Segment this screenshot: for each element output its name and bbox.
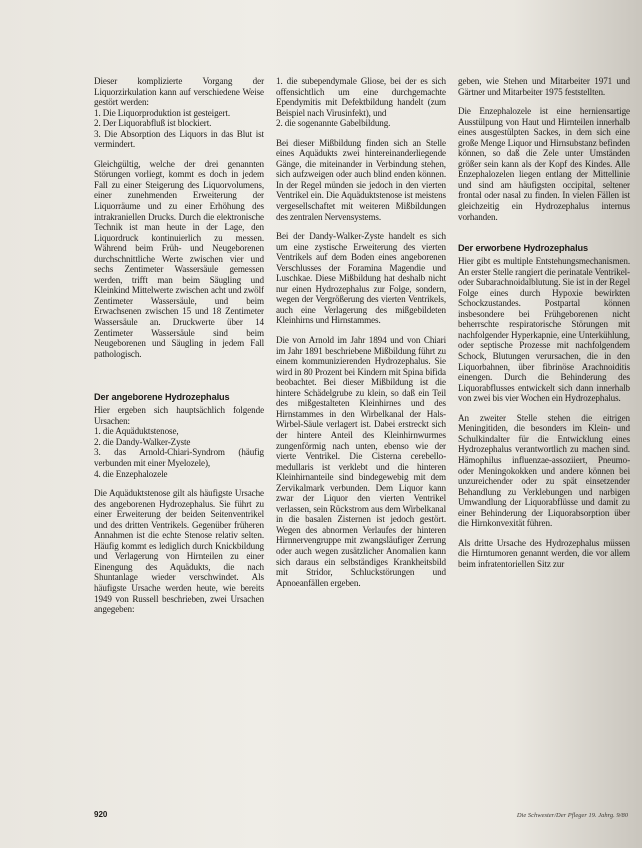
- list-item: 3. Die Absorption des Liquors in das Blut ist vermindert.: [94, 128, 264, 150]
- section-heading-congenital: Der angeborene Hydrozephalus: [94, 392, 230, 403]
- paragraph-continued: geben, wie Stehen und Mitarbeiter 1971 und Gärtner und Mitarbeiter 1975 feststellten.: [458, 76, 630, 97]
- list-item: 1. die Aquäduktstenose,: [94, 426, 179, 437]
- paragraph-causes-intro: Hier ergeben sich hauptsächlich folgende Ursachen:: [94, 405, 264, 426]
- list-item: 2. die Dandy-Walker-Zyste: [94, 436, 191, 447]
- paragraph-intro: Dieser komplizierte Vorgang der Liquorzirkulation kann auf verschiedene Weise gestört werden:: [94, 76, 264, 108]
- section-heading-acquired: Der erworbene Hydrozephalus: [458, 243, 589, 254]
- list-item: 2. Der Liquorabfluß ist blockiert.: [94, 118, 212, 129]
- text-column-3: [458, 76, 630, 578]
- paragraph-encephalocele: Die Enzephalozele ist eine herniensartige Ausstülpung von Haut und Hirnteilen innerhalb eines ausgestülpten Sackes, in dem sich eine große Menge Liquor und Hirnsubstanz befinden können, so daß die Zele unter Umständen größer sein kann als der Kopf des Kindes. Alle Enzephalozelen liegen entlang der Mittellinie und sind am häufigsten occipital, seltener frontal oder nasal zu finden. In vielen Fällen ist gleichzeitig ein Hydrozephalus internus vorhanden.: [458, 106, 630, 222]
- paragraph-acquired-meningitis: An zweiter Stelle stehen die eitrigen Meningitiden, die besonders im Klein- und Schulkindalter für die Entwicklung eines Hydrozephalus verantwortlich zu machen sind. Hämophilus influenzae-assoziiert, Pneumo- oder Meningokokken und andere können bei unzureichender oder zu spät einsetzender Behandlung zu Verklebungen und narbigen Umwandlung der Liquorabflüsse und damit zu einer Behinderung der Liquorabsorption über die Hirnkonvexität führen.: [458, 412, 630, 529]
- text-column-2: [276, 76, 446, 597]
- paragraph-dandy-walker: Bei der Dandy-Walker-Zyste handelt es sich um eine zystische Erweiterung des vierten Ventrikels auf dem Boden eines angeborenen Verschlusses der Foramina Magendie und Luschkae. Diese Mißbildung hat deshalb nicht nur einen Hydrozephalus zur Folge, sondern, wegen der Vergrößerung des vierten Ventrikels, auch eine Verlagerung des mißgebildeten Kleinhirns und Hirnstammes.: [276, 231, 446, 326]
- paragraph-acquired-hemorrhage: Hier gibt es multiple Entstehungsmechanismen. An erster Stelle rangiert die perinatale Ventrikel- oder Subarachnoidalblutung. Sie ist in der Regel Folge eines durch Hypoxie bewirkten Schockzustandes. Postpartal können insbesondere bei Frühgeborenen nicht beherrschte respiratorische Störungen mit nachfolgender Hyperkapnie, eine Unterkühlung, oder septische Prozesse mit nachfolgendem Schock, Blutungen verursachen, die in den Liquorbahnen, über fibrinöse Arachnoiditis einengen. Durch die Behinderung des Liquorabflusses entwickelt sich dann innerhalb von zwei bis vier Wochen ein Hydrozephalus.: [458, 256, 630, 404]
- list-item: 4. die Enzephalozele: [94, 468, 168, 479]
- list-item: 1. die subependymale Gliose, bei der es sich offensichtlich um eine durchgemachte Ependymitis mit Defektbildung handelt (zum Beispiel nach Virusinfekt), und: [276, 76, 446, 118]
- paragraph-arnold-chiari: Die von Arnold im Jahr 1894 und von Chiari im Jahr 1891 beschriebene Mißbildung führt zu einem kommunizierenden Hydrozephalus. Sie wird in 80 Prozent bei Kindern mit Spina bifida beobachtet. Bei dieser Mißbildung ist die hintere Schädelgrube zu klein, so daß ein Teil des mißgestalteten Kleinhirnes und des Hirnstammes in den Wirbelkanal der Hals-Wirbel-Säule verlagert ist. Dabei erstreckt sich der hintere Anteil des Kleinhirnwurmes zungenförmig nach unten, ebenso wie der vierte Ventrikel. Die Cisterna cerebello-medullaris ist verklebt und die hinteren Kleinhirnanteile sind bindegewebig mit dem Zervikalmark verbunden. Dem Liquor kann zwar der Liquor den vierten Ventrikel verlassen, sein Rückstrom aus dem Wirbelkanal in die basalen Zisternen ist jedoch gestört. Wegen des abnormen Verlaufes der hinteren Hirnnervengruppe mit zwangsläufiger Zerrung oder auch wegen zusätzlicher Anomalien kann sich daraus ein selbständiges Krankheitsbild mit Stridor, Schluckstörungen und Apnoeanfällen ergeben.: [276, 335, 446, 588]
- paragraph-fork-formation: Bei dieser Mißbildung finden sich an Stelle eines Aquädukts zwei hintereinanderliegende Gänge, die miteinander in Verbindung stehen, sich aufzweigen oder auch blind enden können. In der Regel münden sie jedoch in den vierten Ventrikel ein. Die Aquäduktstenose ist meistens vergesellschaftet mit weiteren Mißbildungen des zentralen Nervensystems.: [276, 137, 446, 222]
- list-item: 1. Die Liquorproduktion ist gesteigert.: [94, 107, 231, 118]
- list-item: 2. die sogenannte Gabelbildung.: [276, 118, 391, 129]
- paragraph-acquired-tumors: Als dritte Ursache des Hydrozephalus müssen die Hirntumoren genannt werden, die vor allem beim infratentoriellen Sitz zur: [458, 537, 630, 569]
- paragraph-pressure: Gleichgültig, welche der drei genannten Störungen vorliegt, kommt es doch in jedem Fall zu einer Steigerung des Liquorvolumens, einer zunehmenden Erweiterung der Liquorräume und zu einer Erhöhung des intrakraniellen Drucks. Durch die elektronische Technik ist man heute in der Lage, den Liquordruck kontinuierlich zu messen. Während beim Früh- und Neugeborenen durchschnittliche Werte zwischen vier und sechs Zentimeter Wassersäule gemessen werden, trifft man beim Säugling und Kleinkind Mittelwerte zwischen acht und zwölf Zentimeter Wassersäule, und beim Erwachsenen zwischen 15 und 18 Zentimeter Wassersäule an. Druckwerte über 14 Zentimeter Wassersäule sind beim Neugeborenen und Säugling in jedem Fall pathologisch.: [94, 158, 264, 359]
- page-number: 920: [94, 810, 108, 819]
- text-column-1: [94, 76, 264, 624]
- paragraph-aqueduct-stenosis: Die Aquäduktstenose gilt als häufigste Ursache des angeborenen Hydrozephalus. Sie führt zu einer Erweiterung der beiden Seitenventrikel und des dritten Ventrikels. Gegenüber früheren Annahmen ist die echte Stenose relativ selten. Häufig kommt es lediglich durch Knickbildung und Verlagerung von Hirnteilen zu einer Einengung des Aquädukts, die nach Shuntanlage wieder verschwindet. Als häufigste Ursache werden heute, wie bereits 1949 von Russell beschrieben, zwei Ursachen angegeben:: [94, 488, 264, 615]
- list-item: 3. das Arnold-Chiari-Syndrom (häufig verbunden mit einer Myelozele),: [94, 447, 264, 468]
- journal-footer: Die Schwester/Der Pfleger 19. Jahrg. 9/80: [516, 812, 628, 819]
